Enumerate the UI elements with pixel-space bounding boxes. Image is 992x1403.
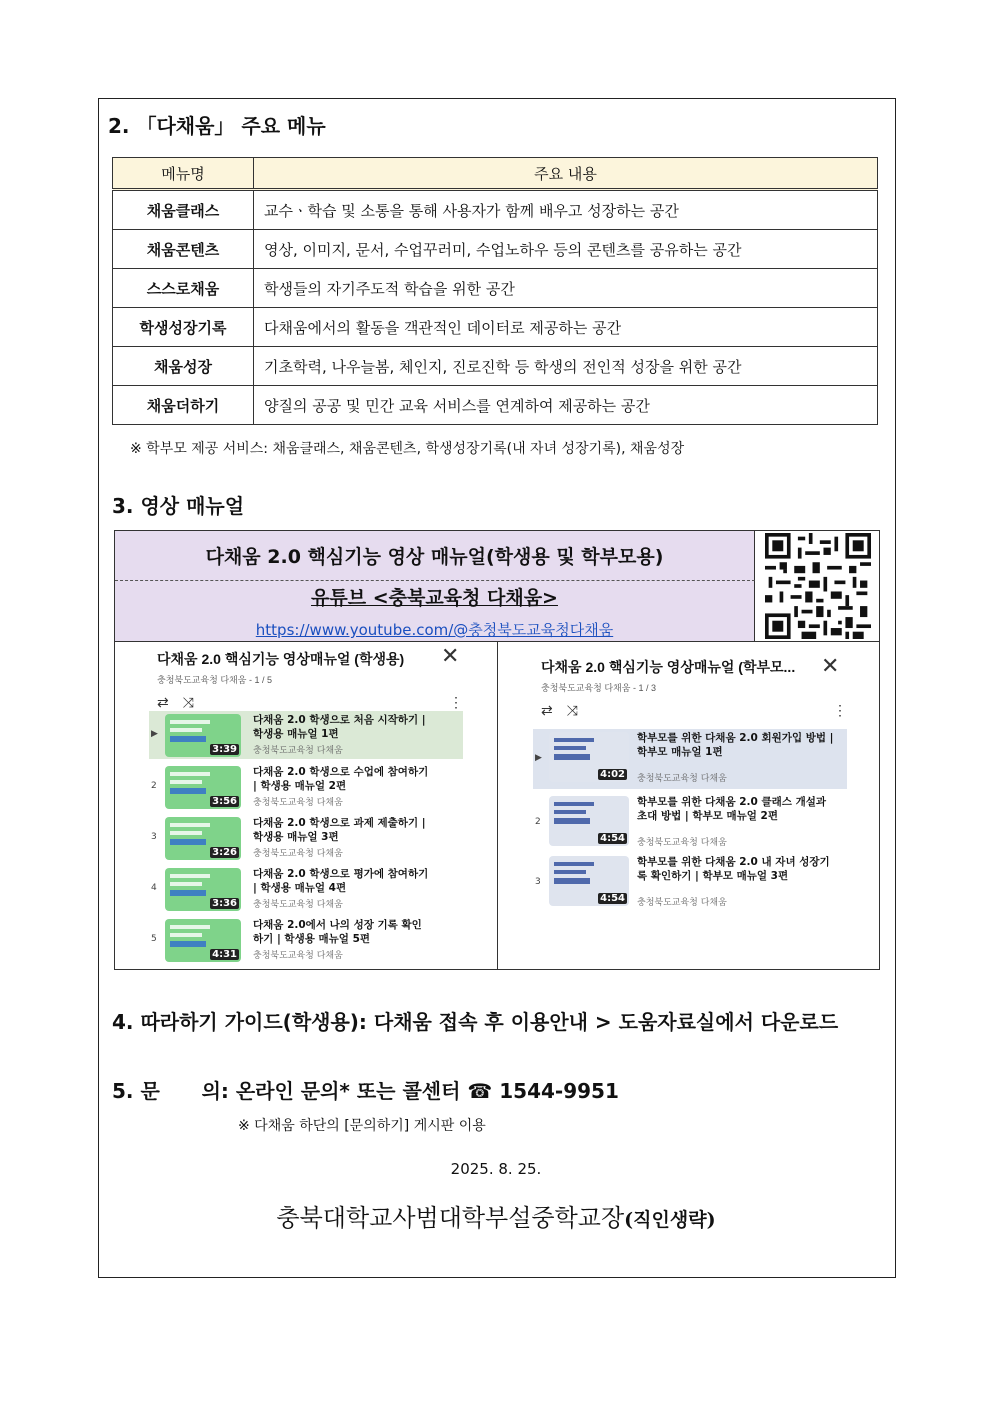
more-icon[interactable]: ⋮ [449, 694, 463, 710]
close-icon[interactable]: ✕ [441, 643, 460, 668]
table-row [113, 190, 878, 230]
video-channel: 충청북도교육청 다채움 [253, 746, 343, 756]
principal-name: 충북대학교사범대학부설중학교장 [276, 1204, 625, 1232]
item-index: 3 [151, 832, 157, 842]
table-row [113, 347, 878, 386]
loop-icon[interactable]: ⇄ [157, 694, 169, 710]
menu-name: 채움클래스 [113, 190, 254, 230]
playlist-title: 다채움 2.0 핵심기능 영상매뉴얼 (학생용) [157, 651, 405, 667]
video-thumbnail[interactable] [165, 919, 241, 962]
more-icon[interactable]: ⋮ [833, 702, 847, 718]
shuffle-icon[interactable]: ⤨ [182, 694, 194, 710]
menu-name: 채움성장 [113, 347, 254, 386]
video-manual-box [114, 530, 880, 970]
video-channel: 충청북도교육청 다채움 [253, 849, 343, 859]
document-date: 2025. 8. 25. [450, 1160, 542, 1178]
student-playlist [157, 643, 467, 712]
playlist-subtitle: 충청북도교육청 다채움 - 1 / 5 [157, 675, 272, 685]
video-title[interactable]: 다채움 2.0 학생으로 수업에 참여하기 | 학생용 매뉴얼 2편 [253, 766, 429, 792]
item-index: 2 [151, 781, 157, 791]
video-title[interactable]: 학부모를 위한 다채움 2.0 클래스 개설과 초대 방법 | 학부모 매뉴얼 2편 [637, 796, 827, 822]
item-index: 5 [151, 934, 157, 944]
video-channel: 충청북도교육청 다채움 [253, 951, 343, 961]
list-item[interactable] [149, 711, 463, 759]
header-menu-name: 메뉴명 [113, 158, 254, 190]
list-item[interactable] [149, 916, 463, 964]
list-item[interactable] [149, 763, 463, 811]
youtube-area [115, 581, 755, 641]
video-channel: 충청북도교육청 다채움 [637, 774, 727, 784]
video-box-title: 다채움 2.0 핵심기능 영상 매뉴얼(학생용 및 학부모용) [115, 531, 755, 581]
video-thumbnail[interactable] [549, 856, 629, 906]
section3-title: 3. 영상 매뉴얼 [112, 494, 245, 518]
menu-desc: 교수ㆍ학습 및 소통을 통해 사용자가 함께 배우고 성장하는 공간 [254, 190, 878, 230]
menu-desc: 영상, 이미지, 문서, 수업꾸러미, 수업노하우 등의 콘텐츠를 공유하는 공간 [254, 230, 878, 269]
menu-desc: 양질의 공공 및 민간 교육 서비스를 연계하여 제공하는 공간 [254, 386, 878, 425]
video-duration: 3:26 [212, 847, 237, 858]
video-thumbnail[interactable] [165, 868, 241, 911]
video-duration: 3:39 [212, 744, 237, 755]
seal-omitted: (직인생략) [624, 1209, 716, 1231]
list-item[interactable] [533, 729, 847, 789]
loop-icon[interactable]: ⇄ [541, 702, 553, 718]
video-channel: 충청북도교육청 다채움 [253, 900, 343, 910]
parent-service-note: ※ 학부모 제공 서비스: 채움클래스, 채움콘텐츠, 학생성장기록(내 자녀 성장기록), 채움성장 [130, 441, 685, 457]
video-duration: 3:56 [212, 796, 237, 807]
video-title[interactable]: 다채움 2.0 학생으로 과제 제출하기 | 학생용 매뉴얼 3편 [253, 817, 426, 843]
inquiry-note: ※ 다채움 하단의 [문의하기] 게시판 이용 [238, 1118, 486, 1134]
menu-name: 학생성장기록 [113, 308, 254, 347]
item-index: ▶ [535, 753, 542, 763]
list-item[interactable] [533, 853, 847, 909]
menu-desc: 학생들의 자기주도적 학습을 위한 공간 [254, 269, 878, 308]
table-row [113, 308, 878, 347]
video-title[interactable]: 다채움 2.0에서 나의 성장 기록 확인하기 | 학생용 매뉴얼 5편 [253, 919, 422, 945]
video-thumbnail[interactable] [165, 817, 241, 860]
close-icon[interactable]: ✕ [821, 653, 840, 678]
video-title[interactable]: 학부모를 위한 다채움 2.0 내 자녀 성장기록 확인하기 | 학부모 매뉴얼 3편 [637, 856, 830, 882]
video-duration: 4:02 [600, 769, 625, 780]
menu-desc: 다채움에서의 활동을 객관적인 데이터로 제공하는 공간 [254, 308, 878, 347]
video-title[interactable]: 학부모를 위한 다채움 2.0 회원가입 방법 | 학부모 매뉴얼 1편 [637, 732, 834, 758]
playlist-title: 다채움 2.0 핵심기능 영상매뉴얼 (학부모... [541, 659, 796, 675]
video-title[interactable]: 다채움 2.0 학생으로 평가에 참여하기 | 학생용 매뉴얼 4편 [253, 868, 429, 894]
table-row [113, 386, 878, 425]
youtube-link[interactable]: https://www.youtube.com/@충청북도교육청다채움 [255, 621, 614, 639]
table-row [113, 269, 878, 308]
video-thumbnail[interactable] [549, 732, 629, 782]
header-main-content: 주요 내용 [254, 158, 878, 190]
video-thumbnail[interactable] [165, 714, 241, 757]
menu-name: 스스로채움 [113, 269, 254, 308]
list-item[interactable] [533, 793, 847, 849]
video-channel: 충청북도교육청 다채움 [637, 898, 727, 908]
table-row [113, 230, 878, 269]
playlist-controls [541, 702, 851, 720]
video-duration: 4:31 [212, 949, 237, 960]
divider [497, 641, 498, 970]
qr-code-icon[interactable] [765, 533, 871, 639]
item-index: ▶ [151, 729, 158, 739]
signature-line [0, 1198, 992, 1233]
video-thumbnail[interactable] [165, 766, 241, 809]
list-item[interactable] [149, 814, 463, 862]
shuffle-icon[interactable]: ⤨ [566, 702, 578, 718]
video-channel: 충청북도교육청 다채움 [253, 798, 343, 808]
section5-title: 5. 문 의: 온라인 문의* 또는 콜센터 ☎ 1544-9951 [112, 1079, 619, 1103]
video-thumbnail[interactable] [549, 796, 629, 846]
section4-title: 4. 따라하기 가이드(학생용): 다채움 접속 후 이용안내 > 도움자료실에서 다운로드 [112, 1010, 839, 1034]
list-item[interactable] [149, 865, 463, 913]
video-channel: 충청북도교육청 다채움 [637, 838, 727, 848]
youtube-label: 유튜브 <충북교육청 다채움> [311, 587, 558, 609]
video-duration: 3:36 [212, 898, 237, 909]
video-title[interactable]: 다채움 2.0 학생으로 처음 시작하기 | 학생용 매뉴얼 1편 [253, 714, 426, 740]
item-index: 4 [151, 883, 157, 893]
menu-name: 채움더하기 [113, 386, 254, 425]
menu-table [112, 157, 878, 425]
item-index: 2 [535, 817, 541, 827]
section2-title: 2. 「다채움」 주요 메뉴 [108, 114, 326, 138]
menu-name: 채움콘텐츠 [113, 230, 254, 269]
playlist-subtitle: 충청북도교육청 다채움 - 1 / 3 [541, 683, 656, 693]
item-index: 3 [535, 877, 541, 887]
menu-desc: 기초학력, 나우늘봄, 체인지, 진로진학 등 학생의 전인적 성장을 위한 공간 [254, 347, 878, 386]
video-duration: 4:54 [600, 833, 625, 844]
playlist-controls [157, 694, 467, 712]
parent-playlist [541, 653, 851, 720]
video-duration: 4:54 [600, 893, 625, 904]
